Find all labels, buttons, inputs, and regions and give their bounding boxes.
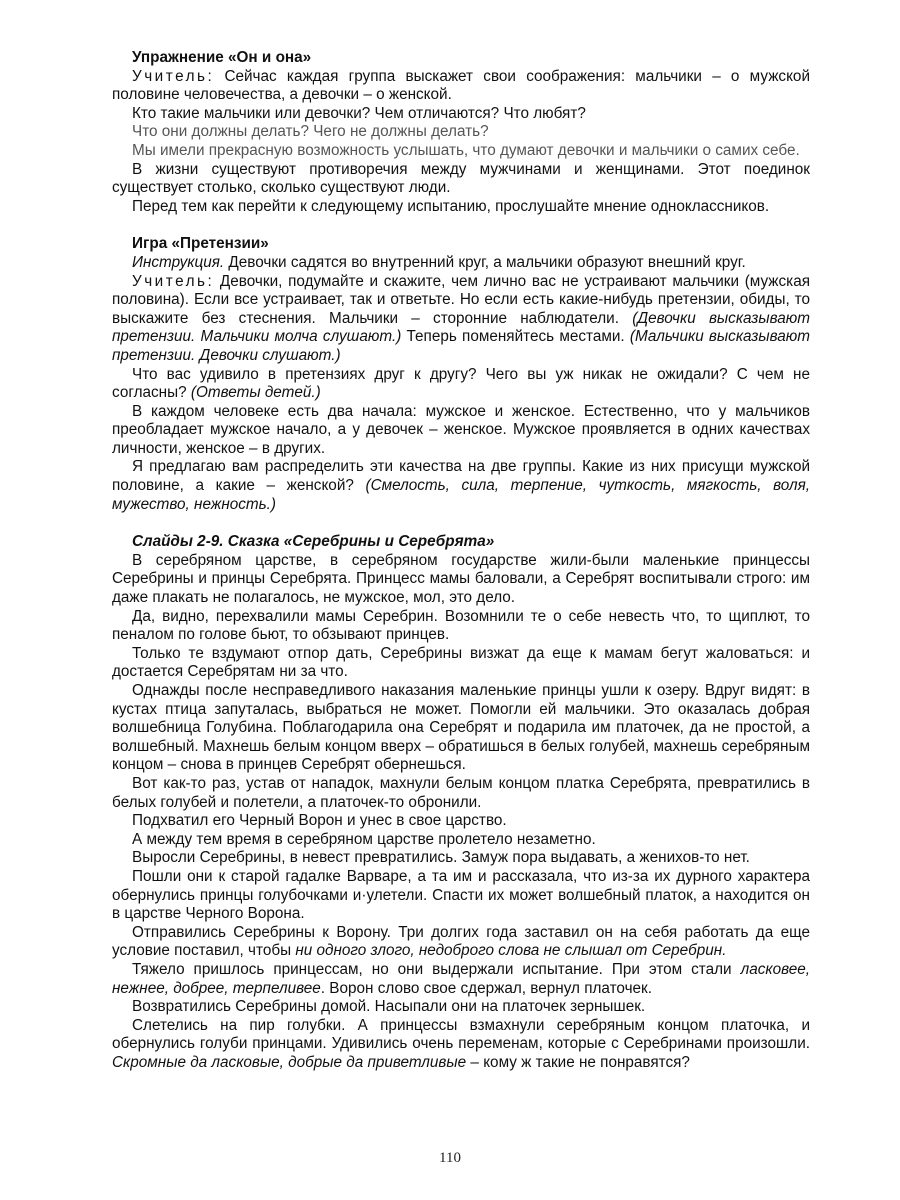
page-body [112,49,810,1072]
heading-separator: . [219,533,228,551]
question-paragraph [112,366,810,403]
fairy-tale-heading [112,533,810,552]
speaker-label: Учитель: [132,67,215,85]
paragraph [112,924,810,961]
paragraph: Возвратились Серебрины домой. Насыпали они на платочек зернышек. [132,998,646,1016]
paragraph: Выросли Серебрины, в невест превратились. Замуж пора выдавать, а женихов-то нет. [132,849,750,867]
stage-direction: (Ответы детей.) [190,384,321,402]
paragraph-text: Тяжело пришлось принцессам, но они выдержали испытание. При этом стали [132,960,741,978]
paragraph-text: Сейчас каждая группа выскажет свои соображения: мальчики – о мужской половине человечества, а девочки – о женской. [112,67,810,104]
emphasis: Скромные да ласковые, добрые да приветливые [112,1053,467,1071]
paragraph-text: . Ворон слово свое сдержал, вернул платочек. [320,979,653,997]
paragraph: Перед тем как перейти к следующему испытанию, прослушайте мнение одноклассников. [132,197,770,215]
paragraph-text: Я предлагаю вам распределить эти качества на две группы. Какие из них присущи мужской половине, а какие – женской? [112,458,810,495]
paragraph-text: Теперь поменяйтесь местами. [401,328,630,346]
page-number: 110 [439,1150,461,1166]
paragraph-text: Отправились Серебрины к Ворону. Три долгих года заставил он на себя работать да еще условие поставил, чтобы [112,923,810,960]
spacer [112,216,810,235]
exercise-heading: Упражнение «Он и она» [132,49,312,66]
stage-direction: (Смелость, сила, терпение, чуткость, мягкость, воля, мужество, нежность.) [112,477,810,513]
paragraph: Только те вздумают отпор дать, Серебрины визжат да еще к мамам бегут жаловаться: и достается Серебрятам ни за что. [112,644,810,681]
speaker-label: Учитель: [132,272,215,290]
teacher-paragraph [112,68,810,105]
paragraph: А между тем время в серебряном царстве пролетело незаметно. [132,830,596,848]
stage-direction: (Мальчики высказывают претензии. Девочки слушают.) [112,328,810,364]
tale-title: Сказка «Серебрины и Серебрята» [227,533,495,551]
teacher-paragraph [112,273,810,366]
distribution-paragraph [112,458,810,514]
instruction-label: Инструкция. [132,253,225,271]
paragraph: В серебряном царстве, в серебряном государстве жили-были маленькие принцессы Серебрины и принцы Серебрята. Принцесс мамы баловали, а Серебрят воспитывали строго: им даже плакать не полагалось, не мужское, мол, это дело. [112,551,810,607]
paragraph: Да, видно, перехвалили мамы Серебрин. Возомнили те о себе невесть что, то щиплют, то пеналом по голове бьют, то обзывают принцев. [112,607,810,644]
paragraph: В жизни существуют противоречия между мужчинами и женщинами. Этот поединок существует столько, сколько существуют люди. [112,160,810,197]
slides-label: Слайды 2-9 [132,533,220,551]
paragraph: Подхватил его Черный Ворон и унес в свое царство. [132,812,507,830]
game-heading: Игра «Претензии» [132,235,269,253]
paragraph-text: Девочки садятся во внутренний круг, а мальчики образуют внешний круг. [224,253,746,271]
paragraph: Вот как-то раз, устав от нападок, махнули белым концом платка Серебрята, превратились в белых голубей и полетели, а платочек-то обронили. [112,774,810,811]
paragraph: Однажды после несправедливого наказания маленькие принцы ушли к озеру. Вдруг видят: в кустах птица запуталась, выбраться не может. Помогли ей мальчики. Это оказалась добрая волшебница Голубина. Поблагодарила она Серебрят и подарила им платочек, да не простой, а волшебный. Махнешь белым концом вверх – обратишься в белых голубей, махнешь серебряным концом – снова в принцев Серебрят обернешься. [112,682,810,774]
paragraph-text: Что вас удивило в претензиях друг к другу? Чего вы уж никак не ожидали? С чем не согласны? [112,365,810,402]
paragraph-text: Девочки, подумайте и скажите, чем лично вас не устраивают мальчики (мужская половина). Если все устраивает, так и ответьте. Но если есть какие-нибудь претензии, обиды, то выскажите без стеснения. Мальчики – сторонние наблюдатели. [112,272,810,327]
emphasis: ласковее, нежнее, добрее, терпеливее [112,960,810,997]
emphasis: ни одного злого, недоброго слова не слышал от Серебрин. [295,942,727,960]
paragraph-text: Слетелись на пир голубки. А принцессы взмахнули серебряным концом платочка, и обернулись голуби принцами. Удивились очень переменам, которые с Серебринами произошли. [112,1016,810,1053]
instruction-paragraph [112,254,810,273]
paragraph: Кто такие мальчики или девочки? Чем отличаются? Что любят? [132,104,586,122]
paragraph: В каждом человеке есть два начала: мужское и женское. Естественно, что у мальчиков преобладает мужское начало, а у девочек – женское. Мужское проявляется в одних качествах личности, женское – в других. [112,402,810,457]
paragraph: Что они должны делать? Чего не должны делать? [132,123,489,141]
paragraph: Пошли они к старой гадалке Варваре, а та им и рассказала, что из-за их дурного характера обернулись принцы голубочками и·улетели. Спасти их может волшебный платок, а находится он в царстве Черного Ворона. [112,867,810,923]
stage-direction: (Девочки высказывают претензии. Мальчики молча слушают.) [112,309,810,346]
paragraph: Мы имели прекрасную возможность услышать, что думают девочки и мальчики о самих себе. [132,141,800,159]
paragraph-text: – кому ж такие не понравятся? [466,1053,690,1071]
spacer [112,514,810,533]
paragraph [112,1017,810,1073]
paragraph [112,961,810,998]
